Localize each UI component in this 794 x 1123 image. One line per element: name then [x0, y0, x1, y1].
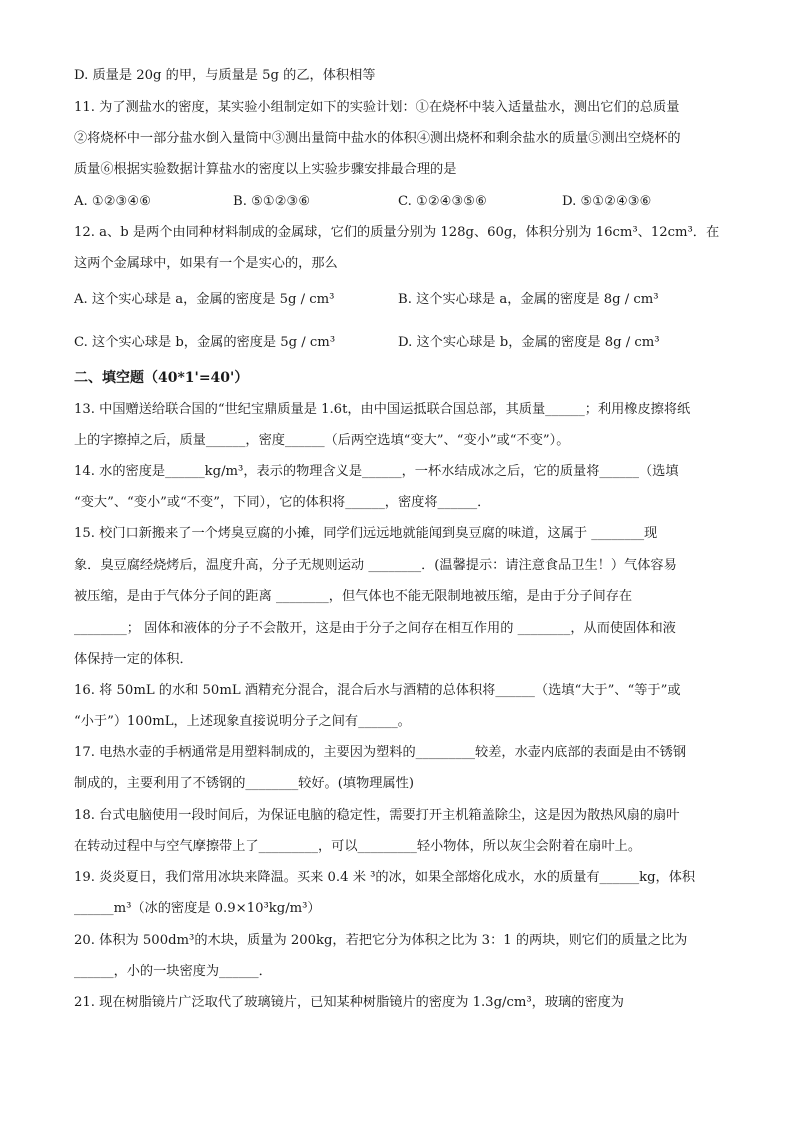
- q11-stem-line3: 质量⑥根据实验数据计算盐水的密度以上实验步骤安排最合理的是: [74, 162, 457, 177]
- q19-line2: ______m³（冰的密度是 0.9×10³kg/m³）: [74, 901, 321, 916]
- q12-stem-line1: 12. a、b 是两个由同种材料制成的金属球，它们的质量分别为 128g、60g，体积分别为 16cm³、12cm³．在: [74, 225, 720, 240]
- q11-option-d: D. ⑤①②④③⑥: [562, 194, 652, 209]
- q12-option-d: D. 这个实心球是 b，金属的密度是 8g / cm³: [398, 335, 660, 350]
- q12-stem-line2: 这两个金属球中，如果有一个是实心的，那么: [74, 256, 338, 271]
- q17-line1: 17. 电热水壶的手柄通常是用塑料制成的，主要因为塑料的_________较差，水壶内底部的表面是由不锈钢: [74, 745, 687, 760]
- q20-line2: ______，小的一块密度为______．: [74, 964, 272, 979]
- q11-option-c: C. ①②④③⑤⑥: [398, 194, 487, 209]
- q12-option-a: A. 这个实心球是 a，金属的密度是 5g / cm³: [74, 292, 335, 307]
- q18-line1: 18. 台式电脑使用一段时间后，为保证电脑的稳定性，需要打开主机箱盖除尘，这是因为散热风扇的扇叶: [74, 808, 680, 823]
- q12-option-b: B. 这个实心球是 a，金属的密度是 8g / cm³: [398, 292, 659, 307]
- q15-line1: 15. 校门口新搬来了一个烤臭豆腐的小摊，同学们远远地就能闻到臭豆腐的味道，这属于 ________现: [74, 526, 658, 541]
- section-heading-fill-in: 二、填空题（40*1'=40'）: [74, 370, 249, 386]
- q15-line2: 象．臭豆腐经烧烤后，温度升高，分子无规则运动 ________．(温馨提示：请注意食品卫生！）气体容易: [74, 558, 677, 573]
- q14-line2: “变大”、“变小”或“不变”，下同），它的体积将______，密度将______．: [74, 495, 491, 510]
- q14-line1: 14. 水的密度是______kg/m³，表示的物理含义是______，一杯水结成冰之后，它的质量将______（选填: [74, 464, 679, 479]
- q13-line1: 13. 中国赠送给联合国的“世纪宝鼎质量是 1.6t，由中国运抵联合国总部，其质量______；利用橡皮擦将纸: [74, 402, 691, 417]
- q11-stem-line2: ②将烧杯中一部分盐水倒入量筒中③测出量筒中盐水的体积④测出烧杯和剩余盐水的质量⑤测出空烧杯的: [74, 131, 681, 146]
- q10-option-d: D. 质量是 20g 的甲，与质量是 5g 的乙，体积相等: [74, 68, 376, 83]
- q11-option-b: B. ⑤①②③⑥: [233, 194, 311, 209]
- q19-line1: 19. 炎炎夏日，我们常用冰块来降温。买来 0.4 米 ³的冰，如果全部熔化成水，水的质量有______kg，体积: [74, 870, 696, 885]
- q15-line5: 体保持一定的体积．: [74, 652, 193, 667]
- q12-option-c: C. 这个实心球是 b，金属的密度是 5g / cm³: [74, 335, 336, 350]
- q20-line1: 20. 体积为 500dm³的木块，质量为 200kg，若把它分为体积之比为 3：1 的两块，则它们的质量之比为: [74, 933, 688, 948]
- q11-option-a: A. ①②③④⑥: [74, 194, 152, 209]
- q16-line2: “小于”）100mL，上述现象直接说明分子之间有______。: [74, 714, 411, 729]
- q15-line3: 被压缩，是由于气体分子间的距离 ________，但气体也不能无限制地被压缩，是由于分子间存在: [74, 589, 633, 604]
- q13-line2: 上的字擦掉之后，质量______，密度______（后两空选填“变大”、“变小”或“不变”）。: [74, 433, 570, 448]
- q11-stem-line1: 11. 为了测盐水的密度，某实验小组制定如下的实验计划：①在烧杯中装入适量盐水，测出它们的总质量: [74, 100, 680, 115]
- q15-line4: ________； 固体和液体的分子不会散开，这是由于分子之间存在相互作用的 ________，从而使固体和液: [74, 621, 676, 636]
- q18-line2: 在转动过程中与空气摩擦带上了_________，可以_________轻小物体，所以灰尘会附着在扇叶上。: [74, 839, 642, 854]
- q21-line1: 21. 现在树脂镜片广泛取代了玻璃镜片，已知某种树脂镜片的密度为 1.3g/cm³，玻璃的密度为: [74, 995, 624, 1010]
- q16-line1: 16. 将 50mL 的水和 50mL 酒精充分混合，混合后水与酒精的总体积将______（选填“大于”、“等于”或: [74, 683, 681, 698]
- q17-line2: 制成的，主要利用了不锈钢的________较好。(填物理属性): [74, 776, 414, 791]
